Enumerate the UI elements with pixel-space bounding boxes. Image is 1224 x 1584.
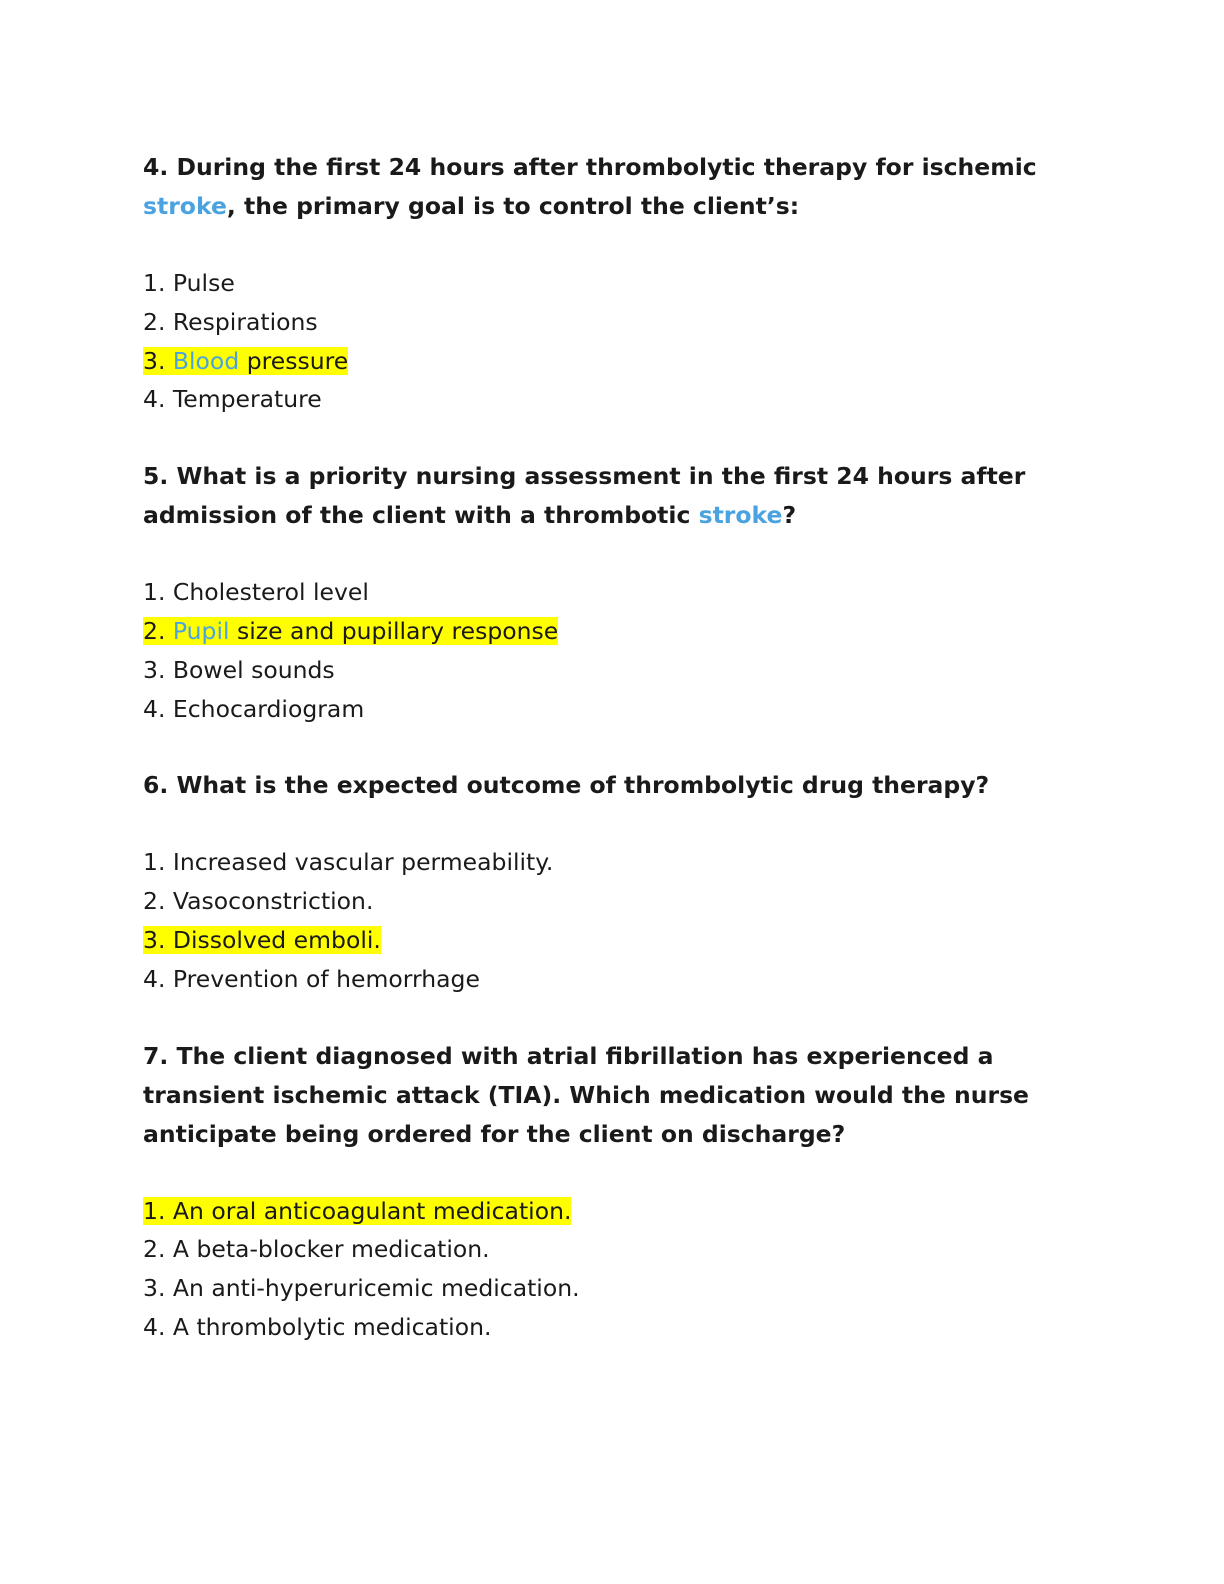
question-block-5 [143,457,1093,728]
answer-option [143,573,1093,612]
highlighted-answer [143,617,558,645]
option-number: 3. [143,925,166,954]
document-page [143,148,1093,1347]
stroke-link[interactable]: stroke [143,192,227,220]
option-number: 1. [143,269,166,297]
stroke-link[interactable]: stroke [698,501,783,530]
answer-options [143,264,1093,419]
option-text: Vasoconstriction. [172,887,374,916]
answer-option [143,882,1093,921]
question-text-part: What is the expected outcome of thrombolytic drug therapy? [176,771,990,800]
question-text-part: What is a priority nursing assessment in the first 24 hours after admission of the client with a thrombotic [143,462,1026,530]
answer-option [143,960,1093,999]
option-number: 4. [143,964,166,993]
option-number: 2. [143,887,166,916]
question-number: 6. [143,771,169,800]
highlighted-answer [143,1197,571,1225]
answer-option [143,264,1093,303]
option-number: 3. [143,1274,166,1303]
question-text-part: , the primary goal is to control the client’s: [226,192,800,220]
option-text: size and pupillary response [229,616,559,645]
answer-options [143,573,1093,728]
question-block-6 [143,766,1093,998]
answer-option-highlighted [143,342,1093,381]
option-number: 2. [143,616,166,645]
answer-option [143,303,1093,342]
question-number: 5. [143,462,169,491]
option-text: Respirations [172,307,318,336]
option-text: Temperature [172,385,322,414]
answer-option-highlighted [143,612,1093,651]
option-number: 4. [143,385,166,414]
answer-option [143,1269,1093,1308]
option-number: 1. [143,578,166,607]
answer-option [143,651,1093,690]
option-text: Dissolved emboli. [172,925,381,954]
option-number: 2. [143,307,166,336]
option-text: A thrombolytic medication. [172,1312,492,1341]
option-number: 3. [143,346,166,375]
question-block-4 [143,148,1093,419]
option-text: Increased vascular permeability. [172,848,554,877]
option-text: Bowel sounds [172,655,335,684]
option-text: Cholesterol level [172,578,369,607]
answer-option [143,1230,1093,1269]
question-text-part: ? [782,501,797,530]
question-text [143,148,1093,226]
question-text-part: During the first 24 hours after thrombolytic therapy for ischemic [176,153,1037,181]
option-number: 1. [143,848,166,877]
option-number: 1. [143,1196,166,1225]
answer-option [143,380,1093,419]
answer-options [143,843,1093,998]
question-text [143,457,1093,535]
question-number: 4. [143,153,169,181]
question-text-part: The client diagnosed with atrial fibrillation has experienced a transient ischemic attack (TIA). Which medication would the nurse anticipate being ordered for the client on discharge? [143,1041,1029,1148]
question-text [143,766,1093,805]
option-number: 4. [143,1312,166,1341]
blood-link[interactable]: Blood [172,346,240,375]
answer-option [143,843,1093,882]
option-text: A beta-blocker medication. [172,1235,490,1264]
question-block-7 [143,1037,1093,1347]
option-number: 3. [143,655,166,684]
option-number: 2. [143,1235,166,1264]
option-number: 4. [143,694,166,723]
answer-option [143,690,1093,729]
option-text: An anti-hyperuricemic medication. [172,1274,580,1303]
answer-option [143,1308,1093,1347]
highlighted-answer [143,347,348,375]
answer-option-highlighted [143,921,1093,960]
pupil-link[interactable]: Pupil [172,616,230,645]
question-text [143,1037,1093,1154]
option-text: Echocardiogram [172,694,365,723]
answer-option-highlighted [143,1192,1093,1231]
option-text: Pulse [172,269,235,297]
answer-options [143,1192,1093,1347]
option-text: pressure [239,346,349,375]
question-number: 7. [143,1041,169,1070]
option-text: An oral anticoagulant medication. [172,1196,572,1225]
option-text: Prevention of hemorrhage [172,964,480,993]
highlighted-answer [143,926,381,954]
